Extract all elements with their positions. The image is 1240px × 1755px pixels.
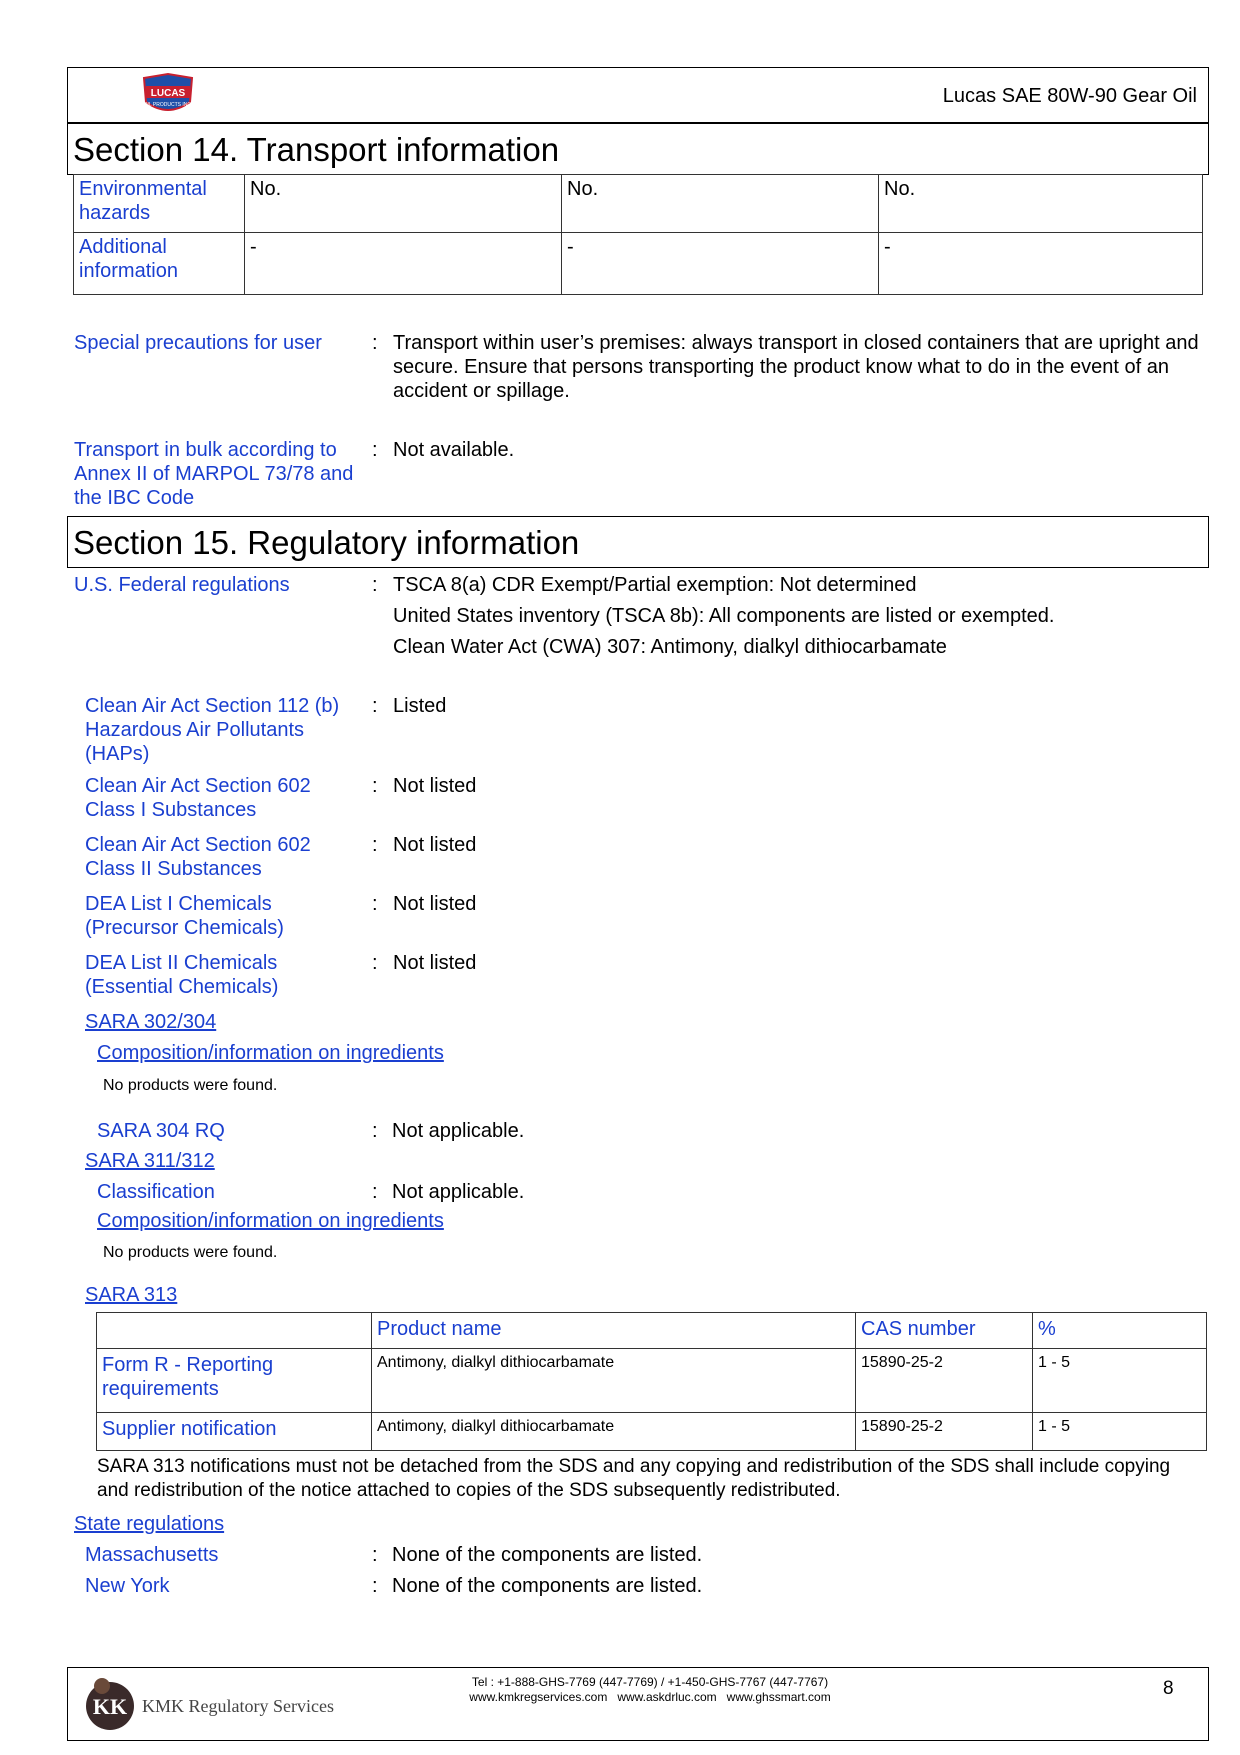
row-label: Form R - Reporting requirements [97,1349,372,1413]
column-header: CAS number [856,1313,1033,1349]
colon: : [372,1575,378,1597]
state-item-value: None of the components are listed. [392,1575,703,1597]
column-header: % [1033,1313,1207,1349]
state-item-label: New York [85,1575,170,1597]
federal-line: Clean Water Act (CWA) 307: Antimony, dialkyl dithiocarbamate [393,636,947,658]
federal-label: U.S. Federal regulations [74,574,290,596]
reg-item-value: Not listed [393,893,477,915]
reg-item-label: Clean Air Act Section 112 (b) Hazardous Air Pollutants (HAPs) [85,695,340,765]
cell: - [879,233,1203,295]
sara302-heading: SARA 302/304 [85,1011,217,1033]
table-row [74,175,1203,233]
product-cell: Antimony, dialkyl dithiocarbamate [372,1349,856,1413]
reg-item-label: DEA List I Chemicals (Precursor Chemicals) [85,893,284,939]
row-label: Environmental hazards [74,175,245,233]
colon: : [372,332,378,354]
reg-item-value: Listed [393,695,447,717]
cell: No. [879,175,1203,233]
special-precautions-label: Special precautions for user [74,332,322,354]
colon: : [372,1544,378,1566]
sara304-rq-label: SARA 304 RQ [97,1120,225,1142]
colon: : [372,574,378,596]
colon: : [372,439,378,461]
empty-cell [97,1313,372,1349]
state-item-label: Massachusetts [85,1544,219,1566]
footer-phone: Tel : +1-888-GHS-7769 (447-7769) / +1-450-GHS-7767 (447-7767) [471,1675,829,1689]
reg-item-value: Not listed [393,834,477,856]
svg-text:LUCAS: LUCAS [150,88,186,99]
svg-text:OIL PRODUCTS INC.: OIL PRODUCTS INC. [143,102,193,108]
reg-item-label: Clean Air Act Section 602 Class I Substances [85,775,311,821]
sara311-composition-heading: Composition/information on ingredients [97,1210,444,1232]
colon: : [372,775,378,797]
lucas-logo [140,72,196,118]
colon: : [372,893,378,915]
kmk-logo-icon [84,1674,136,1734]
cell: - [562,233,879,295]
footer-company: KMK Regulatory Services [142,1696,334,1716]
transport-table [73,174,1203,295]
federal-line: United States inventory (TSCA 8b): All components are listed or exempted. [393,605,1055,627]
page-number: 8 [1163,1678,1174,1699]
percent-cell: 1 - 5 [1033,1349,1207,1413]
cas-cell: 15890-25-2 [856,1349,1033,1413]
sara302-composition-heading: Composition/information on ingredients [97,1042,444,1064]
bulk-transport-label: Transport in bulk according to Annex II of MARPOL 73/78 and the IBC Code [74,439,354,509]
sara311-heading: SARA 311/312 [85,1150,215,1172]
footer-web: www.kmkregservices.com www.askdrluc.com www.ghssmart.com [469,1690,831,1704]
table-row [97,1349,1207,1413]
reg-item-value: Not listed [393,775,477,797]
table-row [97,1413,1207,1451]
row-label: Supplier notification [97,1413,372,1451]
table-header-row [97,1313,1207,1349]
sara313-note: SARA 313 notifications must not be detached from the SDS and any copying and redistribution of the SDS shall include copying and redistribution of the notice attached to copies of the SDS subsequently redistributed. [97,1456,1171,1501]
sara311-classification-label: Classification [97,1181,215,1203]
row-label: Additional information [74,233,245,295]
sara313-table [96,1312,1207,1451]
reg-item-label: Clean Air Act Section 602 Class II Substances [85,834,311,880]
table-row [74,233,1203,295]
sara311-none-found: No products were found. [103,1244,278,1261]
svg-text:KK: KK [92,1694,128,1719]
cell: - [245,233,562,295]
reg-item-label: DEA List II Chemicals (Essential Chemicals) [85,952,279,998]
section14-title: Section 14. Transport information [73,131,560,168]
sara313-heading: SARA 313 [85,1284,178,1306]
colon: : [372,1181,378,1203]
cas-cell: 15890-25-2 [856,1413,1033,1451]
colon: : [372,952,378,974]
state-item-value: None of the components are listed. [392,1544,703,1566]
sara311-classification-value: Not applicable. [392,1181,525,1203]
sara302-none-found: No products were found. [103,1077,278,1094]
section15-title: Section 15. Regulatory information [73,524,580,561]
reg-item-value: Not listed [393,952,477,974]
percent-cell: 1 - 5 [1033,1413,1207,1451]
cell: No. [562,175,879,233]
state-regulations-heading: State regulations [74,1513,225,1535]
colon: : [372,1120,378,1142]
colon: : [372,834,378,856]
federal-line: TSCA 8(a) CDR Exempt/Partial exemption: Not determined [393,574,917,596]
product-name: Lucas SAE 80W-90 Gear Oil [942,85,1197,107]
sara304-rq-value: Not applicable. [392,1120,525,1142]
column-header: Product name [372,1313,856,1349]
special-precautions-value: Transport within user’s premises: always transport in closed containers that are upright and secure. Ensure that persons transporting the product know what to do in the event of an accident or spillage. [393,332,1199,402]
bulk-transport-value: Not available. [393,439,515,461]
cell: No. [245,175,562,233]
colon: : [372,695,378,717]
product-cell: Antimony, dialkyl dithiocarbamate [372,1413,856,1451]
